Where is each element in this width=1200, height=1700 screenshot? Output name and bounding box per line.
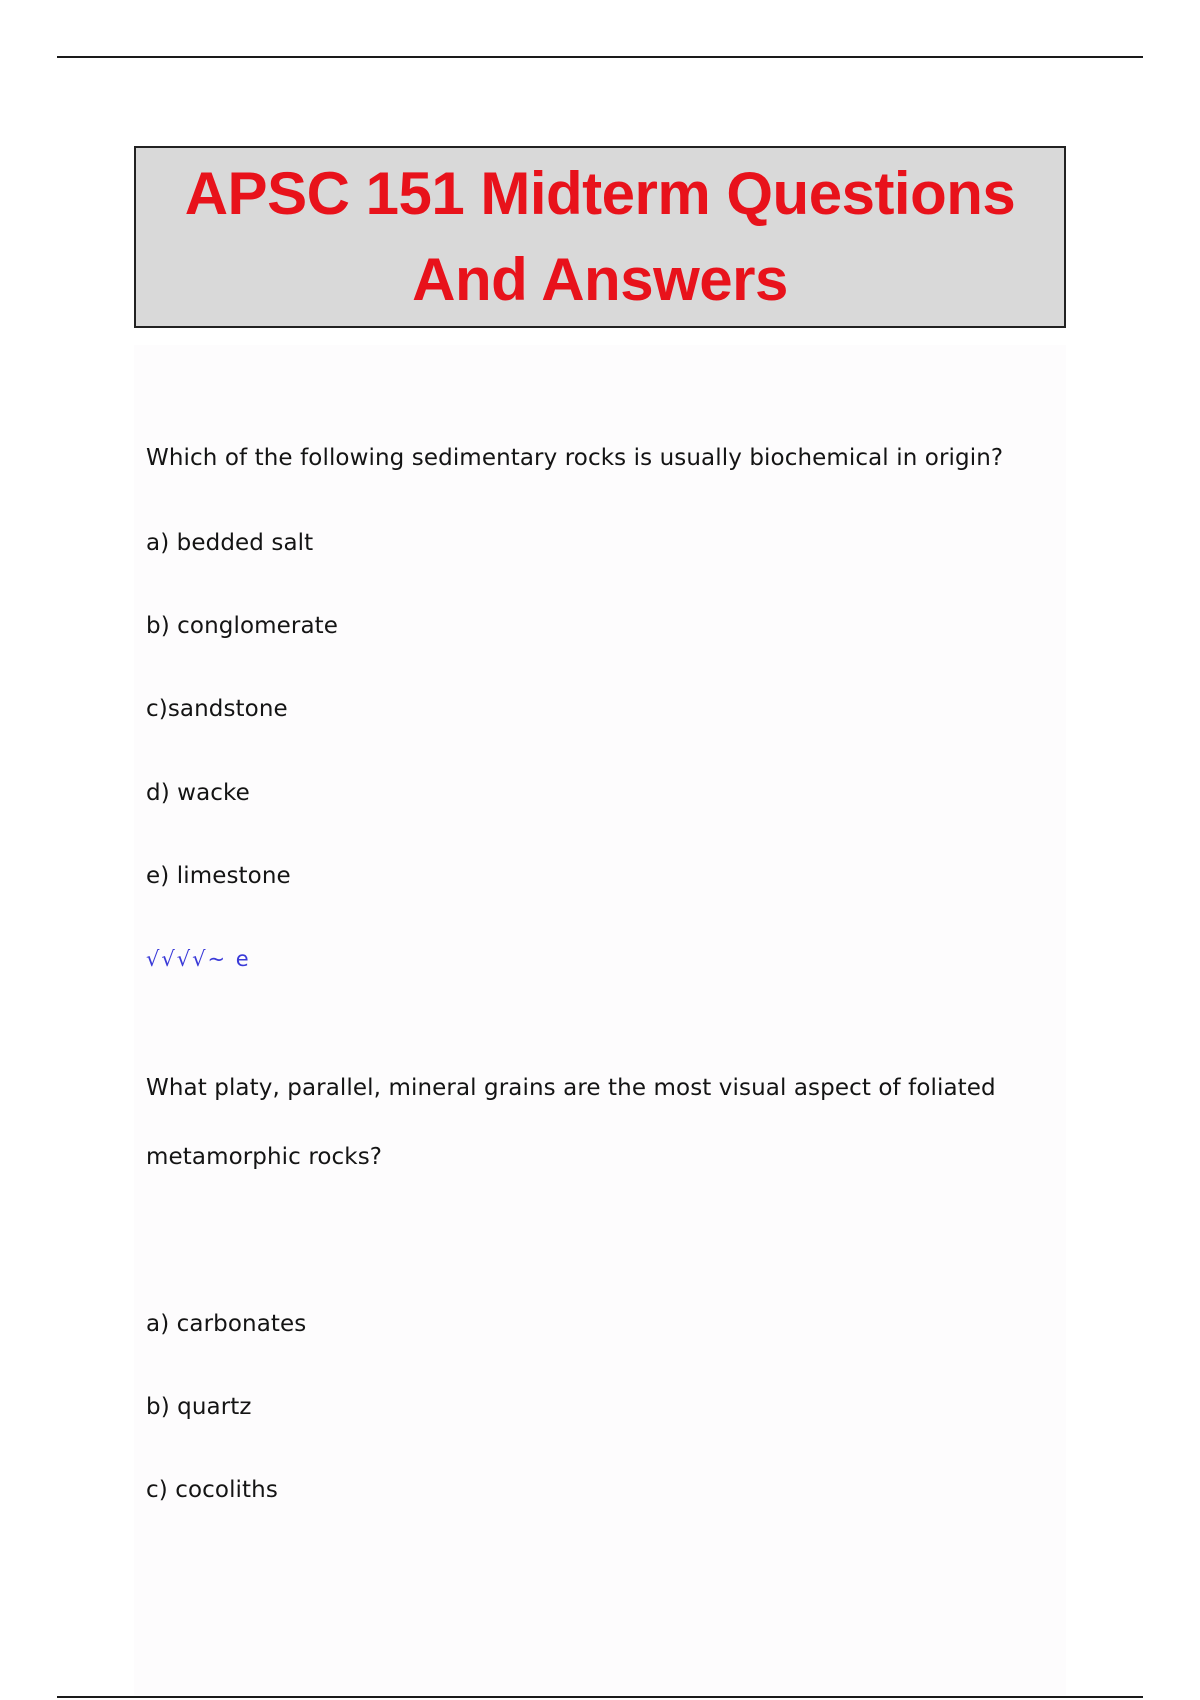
question-2-option-c: c) cocoliths (146, 1477, 278, 1503)
question-1-option-d: d) wacke (146, 780, 250, 806)
document-title: APSC 151 Midterm Questions And Answers (184, 160, 1016, 313)
question-1-answer: √√√√~ e (146, 947, 251, 971)
question-2-text-line-1: What platy, parallel, mineral grains are the most visual aspect of foliated (146, 1075, 996, 1101)
footer-rule (57, 1696, 1143, 1698)
question-2-option-a: a) carbonates (146, 1311, 307, 1337)
question-2-option-b: b) quartz (146, 1394, 252, 1420)
question-1-option-e: e) limestone (146, 863, 291, 889)
question-1-text: Which of the following sedimentary rocks is usually biochemical in origin? (146, 445, 1004, 471)
question-2-text-line-2: metamorphic rocks? (146, 1144, 383, 1170)
question-1-option-a: a) bedded salt (146, 530, 314, 556)
header-rule (57, 56, 1143, 58)
title-box (134, 146, 1066, 328)
question-1-option-b: b) conglomerate (146, 613, 339, 639)
question-1-option-c: c)sandstone (146, 696, 288, 722)
